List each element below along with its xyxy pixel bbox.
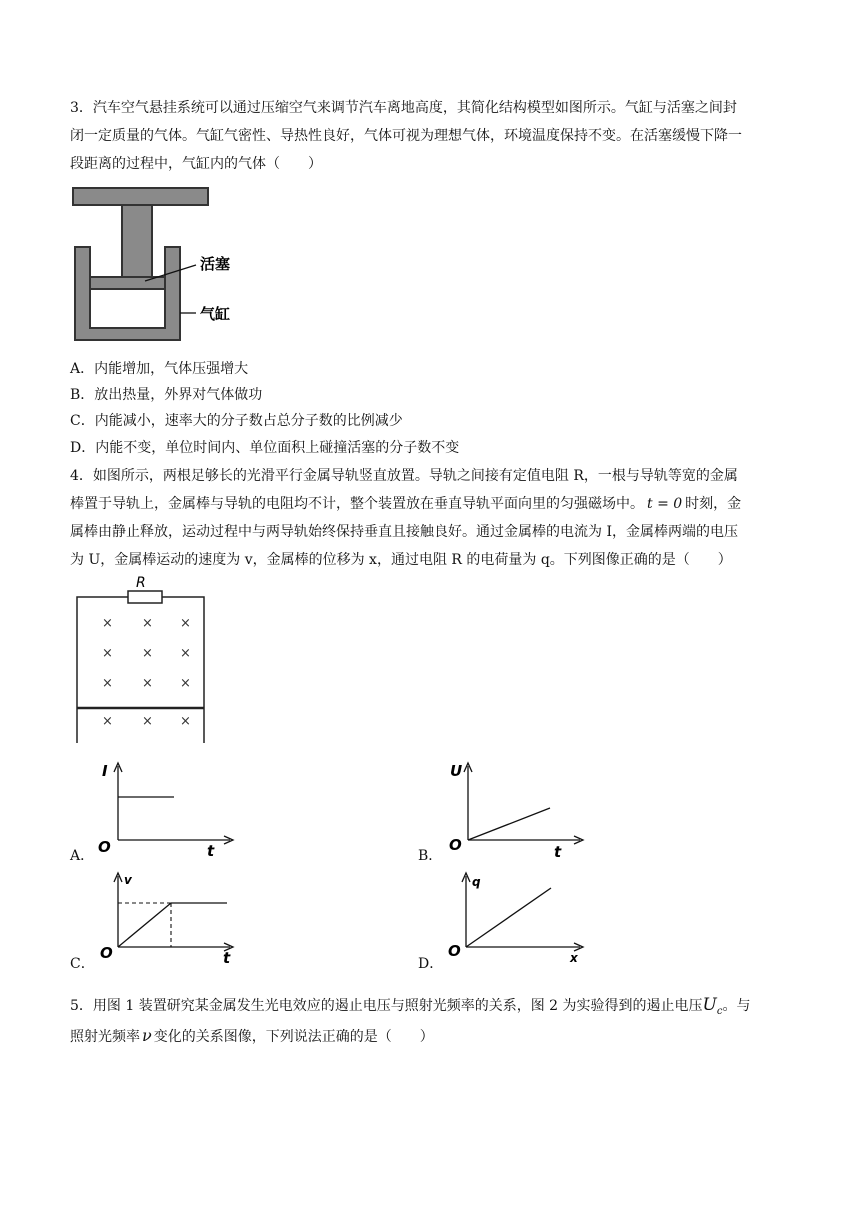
q5-symbol-uc-sub: c xyxy=(716,1005,723,1017)
q4-text-2b: 时刻，金 xyxy=(685,496,742,512)
resistor-label: R xyxy=(136,575,146,591)
field-cross-mark: × xyxy=(180,646,191,661)
q5-line-1 xyxy=(70,994,800,1023)
q5-number: 5． xyxy=(70,998,93,1014)
magnetic-field-marks xyxy=(102,616,191,729)
q4-equation-t0: t = 0 xyxy=(647,496,683,512)
q5-text-2b: 变化的关系图像，下列说法正确的是（ ） xyxy=(153,1029,434,1045)
field-cross-mark: × xyxy=(102,676,113,691)
q3-piston-cylinder-figure xyxy=(70,185,270,345)
field-cross-mark: × xyxy=(142,646,153,661)
field-cross-mark: × xyxy=(180,714,191,729)
x-label: t xyxy=(554,843,562,858)
q4-graph-b xyxy=(448,758,598,858)
q5-text-1b: 。与 xyxy=(722,998,751,1014)
q4-line-2 xyxy=(70,493,800,515)
charge-line xyxy=(466,888,551,947)
field-cross-mark: × xyxy=(102,714,113,729)
q5-symbol-uc: U xyxy=(702,995,717,1015)
q3-line-2: 闭一定质量的气体。气缸气密性、导热性良好，气体可视为理想气体，环境温度保持不变。在活塞缓慢下降一 xyxy=(70,128,742,144)
q3-text-1: 汽车空气悬挂系统可以通过压缩空气来调节汽车离地高度，其简化结构模型如图所示。气缸与活塞之间封 xyxy=(92,100,737,116)
field-cross-mark: × xyxy=(102,616,113,631)
y-label: I xyxy=(102,762,108,780)
origin-label: O xyxy=(448,942,461,960)
field-cross-mark: × xyxy=(142,676,153,691)
field-cross-mark: × xyxy=(142,714,153,729)
x-label: t xyxy=(207,842,215,858)
q5-text-2a: 照射光频率 xyxy=(70,1029,140,1045)
y-label: U xyxy=(450,762,463,780)
q3-option-b: B．放出热量，外界对气体做功 xyxy=(70,387,263,403)
q4-graph-c-option: C． xyxy=(70,956,95,972)
origin-label: O xyxy=(100,944,113,962)
q5-symbol-nu: ν xyxy=(142,1026,152,1045)
q3-option-d: D．内能不变，单位时间内、单位面积上碰撞活塞的分子数不变 xyxy=(70,440,460,456)
q3-option-a: A．内能增加，气体压强增大 xyxy=(70,361,249,377)
q3-option-c: C．内能减小，速率大的分子数占总分子数的比例减少 xyxy=(70,413,403,429)
q4-number: 4． xyxy=(70,468,93,484)
q3-number: 3． xyxy=(70,100,93,116)
q4-graph-d-option: D． xyxy=(418,956,444,972)
q4-text-1: 如图所示，两根足够长的光滑平行金属导轨竖直放置。导轨之间接有定值电阻 R，一根与导轨等宽的金属 xyxy=(92,468,738,484)
q3-line-3: 段距离的过程中，气缸内的气体（ ） xyxy=(70,156,322,172)
q4-text-2a: 棒置于导轨上，金属棒与导轨的电阻均不计，整个装置放在垂直导轨平面向里的匀强磁场中。 xyxy=(70,496,644,512)
q4-line-1 xyxy=(70,465,800,487)
q4-line-4: 为 U，金属棒运动的速度为 v，金属棒的位移为 x，通过电阻 R 的电荷量为 q。下列图像正确的是（ ） xyxy=(70,552,732,568)
q5-text-1a: 用图 1 装置研究某金属发生光电效应的遏止电压与照射光频率的关系，图 2 为实验得到的遏止电压 xyxy=(92,998,703,1014)
origin-label: O xyxy=(449,836,462,854)
q4-graph-a-option: A． xyxy=(70,848,95,864)
y-label: v xyxy=(124,873,132,887)
piston-label: 活塞 xyxy=(200,255,231,273)
q4-graph-a xyxy=(95,758,245,858)
q4-line-3: 属棒由静止释放，运动过程中与两导轨始终保持垂直且接触良好。通过金属棒的电流为 I，金属棒两端的电压 xyxy=(70,524,738,540)
velocity-rise xyxy=(118,903,171,947)
top-plate xyxy=(73,188,208,205)
q4-rail-figure xyxy=(70,575,220,745)
q4-graph-d xyxy=(448,870,598,970)
field-cross-mark: × xyxy=(180,676,191,691)
x-label: t xyxy=(223,949,231,967)
q4-graph-c xyxy=(95,870,245,970)
field-cross-mark: × xyxy=(142,616,153,631)
x-label: x xyxy=(570,951,578,965)
cylinder-label: 气缸 xyxy=(200,305,231,323)
q3-line-1 xyxy=(70,97,800,119)
field-cross-mark: × xyxy=(102,646,113,661)
origin-label: O xyxy=(98,838,111,856)
y-label: q xyxy=(472,875,481,889)
resistor xyxy=(128,591,162,603)
field-cross-mark: × xyxy=(180,616,191,631)
q5-line-2 xyxy=(70,1025,800,1048)
piston-rod xyxy=(122,205,152,277)
q4-graph-b-option: B． xyxy=(418,848,443,864)
voltage-line xyxy=(468,808,550,840)
